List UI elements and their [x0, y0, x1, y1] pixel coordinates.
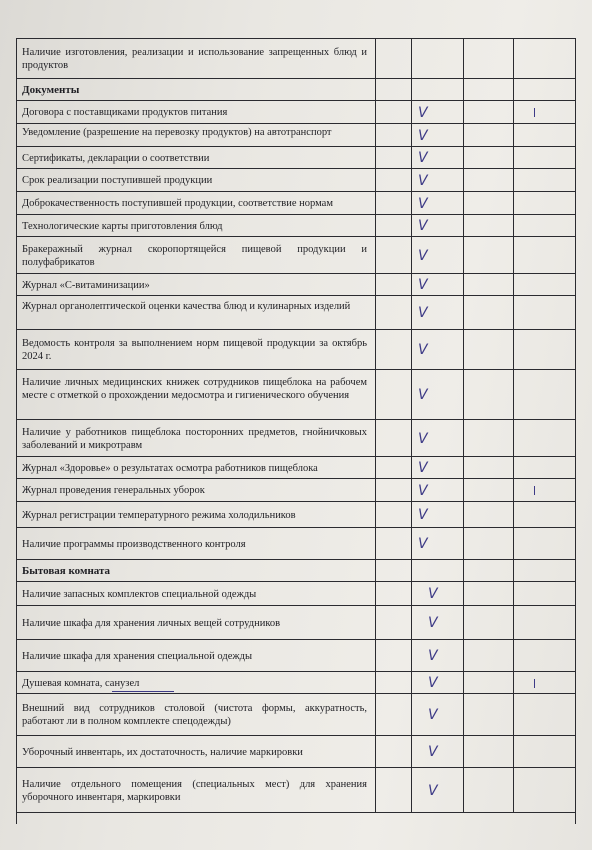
table-row [16, 456, 576, 478]
criterion-text: Уведомление (разрешение на перевозку продуктов) на автотранспорт [22, 127, 332, 138]
section-title: Бытовая комната [22, 564, 111, 577]
criterion-text: Ведомость контроля за выполнением норм пищевой продукции за октябрь 2024 г. [22, 338, 367, 362]
handwritten-check-mark: V [418, 247, 428, 264]
criterion-text: Бракеражный журнал скоропортящейся пищевой продукции и полуфабрикатов [22, 243, 367, 268]
table-row [16, 191, 576, 214]
table-row [16, 273, 576, 295]
table-row [16, 123, 576, 146]
handwritten-check-mark: V [418, 172, 428, 189]
handwritten-underline [112, 691, 174, 692]
criterion-text: Журнал регистрации температурного режима холодильников [22, 509, 296, 521]
handwritten-check-mark: V [418, 305, 428, 321]
handwritten-check-mark: V [418, 430, 428, 447]
handwritten-check-mark: V [418, 482, 428, 499]
criterion-text: Технологические карты приготовления блюд [22, 220, 223, 232]
handwritten-check-mark: V [418, 387, 428, 403]
handwritten-check-mark: V [428, 586, 438, 602]
section-header [16, 78, 576, 100]
pen-tick-mark [534, 679, 535, 688]
checklist-table [16, 38, 576, 813]
criterion-text: Журнал проведения генеральных уборок [22, 485, 205, 496]
table-row [16, 295, 576, 329]
table-row [16, 478, 576, 501]
criterion-text: Наличие отдельного помещения (специальных мест) для хранения уборочного инвентаря, маркировки [22, 779, 367, 803]
criterion-text: Наличие шкафа для хранения личных вещей сотрудников [22, 617, 281, 629]
handwritten-check-mark: V [428, 675, 438, 691]
table-row [16, 693, 576, 735]
handwritten-check-mark: V [428, 744, 438, 760]
handwritten-check-mark: V [418, 507, 428, 523]
criterion-text: Журнал «С-витаминизации» [22, 279, 150, 291]
table-row [16, 38, 576, 78]
table-row [16, 639, 576, 671]
criterion-text: Наличие программы производственного контроля [22, 538, 246, 550]
table-row [16, 501, 576, 527]
table-row [16, 735, 576, 767]
table-row [16, 329, 576, 369]
column-divider [411, 38, 412, 813]
criterion-text: Журнал «Здоровье» о результатах осмотра работников пищеблока [22, 462, 318, 474]
table-row [16, 168, 576, 191]
handwritten-check-mark: V [418, 277, 428, 293]
table-row [16, 527, 576, 559]
handwritten-check-mark: V [418, 342, 428, 358]
table-row [16, 671, 576, 693]
handwritten-check-mark: V [418, 536, 428, 552]
criterion-text: Журнал органолептической оценки качества блюд и кулинарных изделий [22, 301, 351, 312]
handwritten-check-mark: V [418, 150, 428, 166]
table-row [16, 581, 576, 605]
table-row [16, 100, 576, 123]
table-row [16, 146, 576, 168]
handwritten-check-mark: V [428, 783, 438, 799]
handwritten-check-mark: V [428, 707, 438, 723]
criterion-text: Наличие личных медицинских книжек сотрудников пищеблока на рабочем месте с отметкой о прохождении медосмотра и гигиенического обучения [22, 376, 367, 401]
pen-tick-mark [534, 108, 535, 117]
column-divider [463, 38, 464, 813]
criterion-text: Наличие у работников пищеблока посторонних предметов, гнойничковых заболеваний и микротравм [22, 426, 367, 451]
criterion-text: Внешний вид сотрудников столовой (чистота формы, аккуратность, работают ли в полном комплекте спецодежды) [22, 703, 367, 727]
section-title: Документы [22, 83, 80, 96]
handwritten-check-mark: V [418, 218, 428, 234]
handwritten-check-mark: V [428, 615, 438, 631]
column-divider [375, 38, 376, 813]
table-row [16, 214, 576, 236]
table-row [16, 767, 576, 813]
criterion-text: Наличие шкафа для хранения специальной одежды [22, 650, 253, 662]
criterion-text: Наличие запасных комплектов специальной одежды [22, 588, 257, 600]
table-row [16, 419, 576, 456]
column-divider [513, 38, 514, 813]
table-row [16, 369, 576, 419]
table-row [16, 605, 576, 639]
criterion-text: Доброкачественность поступившей продукции, соответствие нормам [22, 198, 333, 209]
section-header [16, 559, 576, 581]
criterion-text: Душевая комната, санузел [22, 677, 140, 689]
criterion-text: Договора с поставщиками продуктов питания [22, 107, 228, 118]
handwritten-check-mark: V [418, 127, 428, 144]
handwritten-check-mark: V [418, 104, 428, 121]
criterion-text: Сертификаты, декларации о соответствии [22, 152, 210, 164]
handwritten-check-mark: V [418, 195, 428, 212]
handwritten-check-mark: V [428, 648, 438, 664]
criterion-text: Уборочный инвентарь, их достаточность, наличие маркировки [22, 746, 303, 758]
criterion-text: Наличие изготовления, реализации и использование запрещенных блюд и продуктов [22, 47, 367, 71]
table-row [16, 236, 576, 273]
handwritten-check-mark: V [418, 460, 428, 476]
pen-tick-mark [534, 486, 535, 495]
criterion-text: Срок реализации поступившей продукции [22, 175, 213, 186]
